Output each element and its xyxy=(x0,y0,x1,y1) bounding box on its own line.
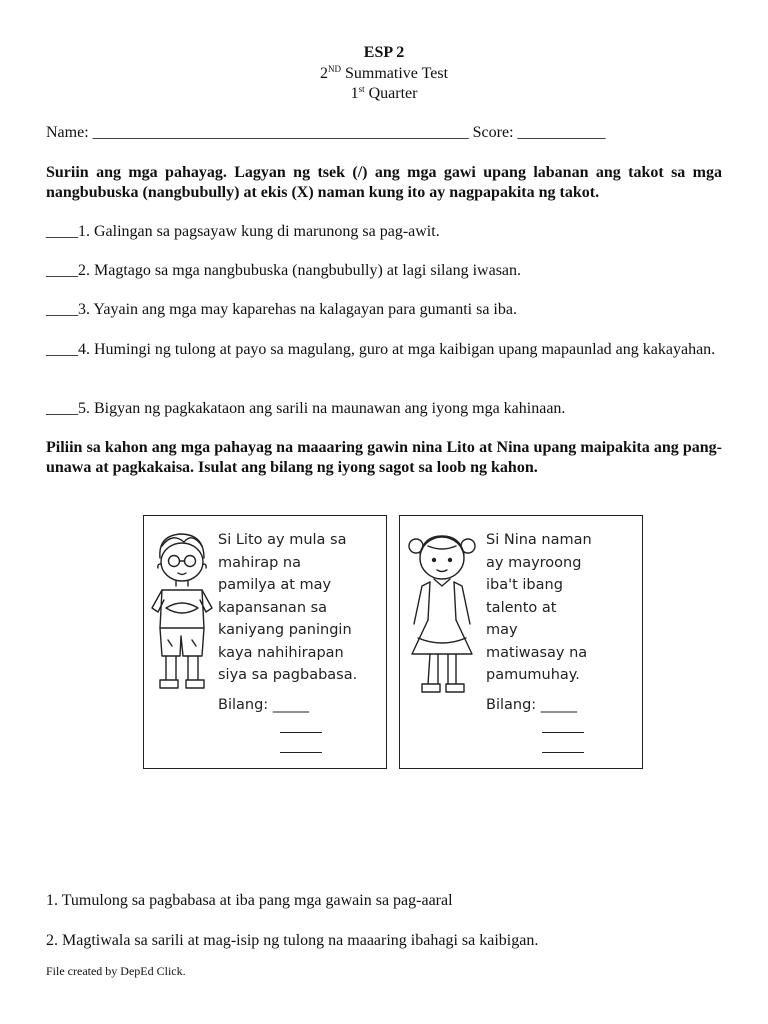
nina-answer-blank-3[interactable] xyxy=(542,752,584,753)
choice-item-2: 2. Magtiwala sa sarili at mag-isip ng tulong na maaaring ibahagi sa kaibigan. xyxy=(46,932,539,949)
name-score-line xyxy=(46,123,606,143)
question-item-4[interactable]: ____4. Humingi ng tulong at payo sa magulang, guro at mga kaibigan upang mapaunlad ang kakayahan. xyxy=(46,341,716,358)
lito-bilang-label[interactable]: Bilang: _____ xyxy=(218,697,310,713)
test-title: 2ND Summative Test xyxy=(319,64,449,82)
nina-description: Si Nina naman ay mayroong iba't ibang talento at may matiwasay na pamumuhay. xyxy=(486,532,592,683)
nina-bilang-label[interactable]: Bilang: _____ xyxy=(486,697,578,713)
part2-instruction: Piliin sa kahon ang mga pahayag na maaaring gawin nina Lito at Nina upang maipakita ang pang-unawa at pagkakaisa. Isulat ang bilang ng iyong sagot sa loob ng kahon. xyxy=(46,439,722,476)
choice-item-1: 1. Tumulong sa pagbabasa at iba pang mga gawain sa pag-aaral xyxy=(46,892,453,909)
score-blank[interactable]: ___________ xyxy=(517,124,606,141)
part1-instruction: Suriin ang mga pahayag. Lagyan ng tsek (/) ang mga gawi upang labanan ang takot sa mga nangbubuska (nangbubully) at ekis (X) naman kung ito ay nagpapakita ng takot. xyxy=(46,164,722,201)
question-item-3[interactable]: ____3. Yayain ang mga may kaparehas na kalagayan para gumanti sa iba. xyxy=(46,301,517,318)
name-label: Name: xyxy=(46,124,93,141)
subject-title: ESP 2 xyxy=(363,44,405,61)
question-item-1[interactable]: ____1. Galingan sa pagsayaw kung di marunong sa pag-awit. xyxy=(46,223,440,240)
lito-answer-blank-2[interactable] xyxy=(280,732,322,733)
nina-card xyxy=(399,515,643,769)
quarter-label: 1st Quarter xyxy=(350,84,418,102)
boy-illustration xyxy=(148,528,216,698)
lito-description: Si Lito ay mula sa mahirap na pamilya at may kapansanan sa kaniyang paningin kaya nahihirapan siya sa pagbabasa. xyxy=(218,532,358,683)
name-blank[interactable]: _______________________________________________ xyxy=(92,124,469,141)
girl-illustration xyxy=(404,524,480,700)
lito-answer-blank-3[interactable] xyxy=(280,752,322,753)
question-item-2[interactable]: ____2. Magtago sa mga nangbubuska (nangbubully) at lagi silang iwasan. xyxy=(46,262,522,279)
nina-answer-blank-2[interactable] xyxy=(542,732,584,733)
score-label: Score: xyxy=(472,124,518,141)
footer-credit: File created by DepEd Click. xyxy=(46,964,186,978)
lito-card xyxy=(143,515,387,769)
question-item-5[interactable]: ____5. Bigyan ng pagkakataon ang sarili na maunawan ang iyong mga kahinaan. xyxy=(46,400,566,417)
